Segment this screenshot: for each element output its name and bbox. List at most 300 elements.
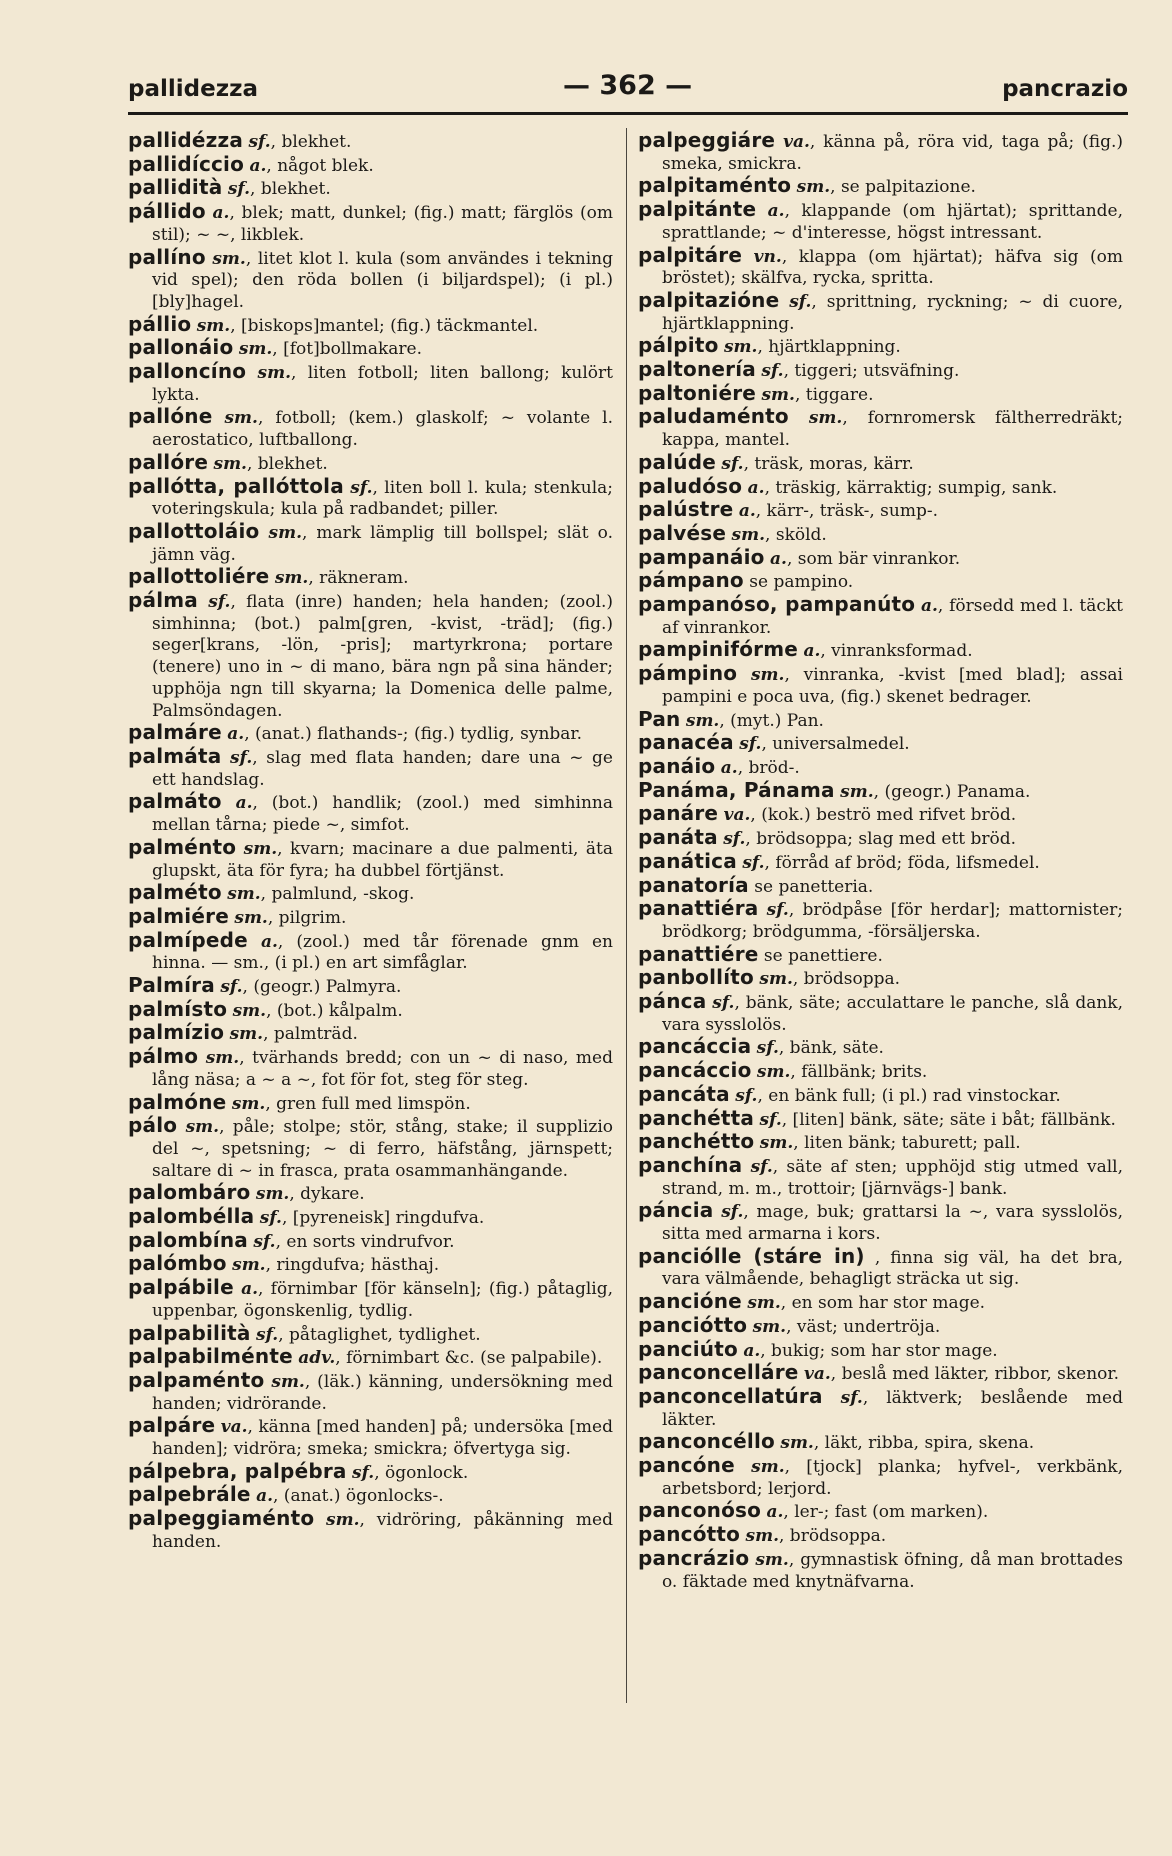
headword: pámpano [638,568,744,593]
dictionary-entry [128,361,613,406]
headword: palpitazióne [638,287,780,312]
dictionary-entry [638,499,1123,523]
headword: panattiéra [638,896,759,921]
dictionary-entry [128,1320,613,1347]
definition: , räkneram. [308,568,409,589]
grammar-label: sm. [185,1117,220,1138]
dictionary-entry [128,130,613,154]
headword: panconcellatúra [638,1383,823,1408]
definition: , liten bänk; taburett; pall. [793,1133,1021,1154]
dictionary-entry [638,1291,1123,1315]
headword: pálmo [128,1044,199,1069]
definition: , liten fotboll; liten ballong; kulört lykta. [152,363,613,405]
definition: , brödpåse [för herdar]; mattornister; brödkorg; brödgumma, -försäljerska. [662,900,1124,942]
dictionary-entry [638,827,1123,851]
definition: , tiggare. [794,384,874,405]
grammar-label: a. [738,501,756,522]
grammar-label: sm. [745,1526,779,1547]
grammar-label: sm. [232,1000,267,1021]
headword: pallidíccio [128,151,245,176]
headword: páncia [638,1198,714,1223]
grammar-label: sf. [350,477,373,498]
header-last-word: pancrazio [1002,76,1128,102]
dictionary-entry [128,518,613,566]
dictionary-entry [638,594,1123,639]
definition: , bänk, säte; acculattare le panche, slå dank, vara sysslolös. [662,993,1124,1035]
dictionary-entry [128,201,613,246]
headword: panciótto [638,1312,748,1337]
definition: , läkt, ribba, spira, skena. [813,1433,1035,1454]
headword: panconcéllo [638,1429,775,1454]
definition: , påle; stolpe; stör, stång, stake; il supplizio del ~, spetsning; ~ di ferro, häfstång, järnspett; saltare di ~ in frasca, prata osammanhängande. [152,1117,613,1181]
headword: panbollíto [638,965,754,990]
headword: pancióne [638,1289,742,1314]
grammar-label: a. [235,793,253,814]
grammar-label: sm. [212,248,246,269]
grammar-label: a. [803,641,821,662]
page-number: — 362 — [563,70,693,101]
dictionary-entry [128,1277,613,1322]
definition: , blekhet. [250,179,331,200]
definition: , känna [med handen] på; undersöka [med handen]; vidröra; smeka; smickra; öfvertyga sig. [152,1417,613,1460]
definition: , kärr-, träsk-, sump-. [755,501,938,522]
definition: , gren full med limspön. [265,1093,471,1114]
dictionary-entry [128,882,613,906]
grammar-label: sm. [750,665,785,686]
headword: panchétta [638,1105,755,1130]
dictionary-entry [128,1458,613,1485]
definition: , klappande (om hjärtat); sprittande, sprattlande; ~ d'interesse, högst intressant. [662,201,1124,243]
headword: panáio [638,753,716,778]
headword: panacéa [638,730,734,755]
grammar-label: sf. [256,1324,279,1345]
dictionary-entry [638,803,1123,827]
grammar-label: sf. [739,734,762,755]
definition: , kvarn; macinare a due palmenti, äta glupskt, äta för fyra; ha dubbel förtjänst. [152,838,613,881]
dictionary-entry [128,177,613,201]
grammar-label: sm. [796,177,831,198]
grammar-label: sm. [780,1433,814,1454]
grammar-label: sm. [255,1184,290,1205]
headword: palloncíno [128,359,247,384]
grammar-label: sm. [257,363,291,384]
headword: panconcelláre [638,1360,799,1385]
dictionary-entry [638,753,1123,780]
definition: , vinranka, -kvist [med blad]; assai pampini e poca uva, (fig.) skenet bedrager. [662,665,1123,707]
grammar-label: sf. [840,1387,863,1408]
grammar-label: sf. [721,1202,744,1223]
dictionary-entry [128,1022,613,1046]
grammar-label: a. [920,596,938,617]
headword: palménto [128,834,237,859]
definition: , träskig, kärraktig; sumpig, sank. [764,477,1058,498]
headword: pánca [638,989,707,1014]
grammar-label: sm. [761,384,795,405]
definition: , brödsoppa. [792,969,901,990]
grammar-label: a. [212,203,230,224]
definition: , blekhet. [246,453,328,474]
grammar-label: a. [260,931,278,952]
headword: palméto [128,880,222,905]
definition: se panettiere. [763,945,883,966]
grammar-label: sm. [685,710,720,731]
dictionary-entry [128,927,613,975]
definition: se panetteria. [754,876,874,897]
headword: pampanáio [638,544,765,569]
definition: , klappa (om hjärtat); häfva sig (om bröstet); skälfva, rycka, spritta. [662,246,1124,289]
definition: , förnimbar [för känseln]; (fig.) påtaglig, uppenbar, ögonskenlig, tydlig. [152,1279,614,1321]
headword: Palmíra [128,973,215,998]
definition: , vidröring, påkänning med handen. [152,1510,613,1552]
definition: , (anat.) flathands-; (fig.) tydlig, synbar. [244,724,583,745]
dictionary-entry [638,1524,1123,1548]
definition: , se palpitazione. [830,177,976,198]
definition: , (myt.) Pan. [719,710,824,731]
dictionary-entry [638,1455,1123,1500]
headword: palpitáre [638,242,743,267]
grammar-label: sm. [274,568,309,589]
dictionary-entry [128,1115,613,1182]
headword: pampinifórme [638,637,799,662]
dictionary-entry [638,848,1123,875]
headword: pallidità [128,175,223,200]
definition: , ringdufva; hästhaj. [265,1255,440,1276]
definition: , (läk.) känning, undersökning med handen; vidrörande. [152,1371,614,1414]
headword: palmísto [128,996,228,1021]
header-rule [128,112,1128,115]
dictionary-entry [128,1227,613,1254]
definition: , fällbänk; brits. [790,1062,928,1083]
dictionary-entry [128,1206,613,1230]
definition: , träsk, moras, kärr. [743,453,914,474]
headword: pálma [128,588,199,613]
headword: palpaménto [128,1367,265,1392]
grammar-label: a. [767,201,785,222]
headword: palústre [638,497,734,522]
dictionary-entry [638,1243,1123,1291]
dictionary-entry [638,1312,1123,1339]
dictionary-entry [128,590,613,722]
definition: , sköld. [765,524,827,545]
grammar-label: va. [783,132,810,152]
definition: , tiggeri; utsväfning. [783,361,960,382]
definition: , bänk, säte. [778,1038,884,1059]
definition: , dykare. [289,1184,365,1205]
dictionary-entry [638,380,1123,407]
dictionary-entry [638,1362,1123,1386]
dictionary-entry [128,834,613,882]
dictionary-entry [638,449,1123,476]
grammar-label: sf. [208,592,231,613]
definition: , pilgrim. [267,907,347,928]
grammar-label: sf. [766,900,789,921]
headword: panchétto [638,1129,755,1154]
definition: , (zool.) med tår förenade gnm en hinna. — sm., (i pl.) en art simfåglar. [152,931,613,974]
definition: , palmträd. [263,1024,358,1045]
grammar-label: sm. [231,1093,266,1114]
dictionary-entry [128,903,613,930]
definition: , väst; undertröja. [786,1316,941,1337]
dictionary-entry [638,1152,1123,1200]
dictionary-entry [128,791,613,836]
definition: , (geogr.) Panama. [873,781,1031,802]
definition: , (bot.) handlik; (zool.) med simhinna mellan tårna; piede ~, simfot. [152,793,614,836]
grammar-label: sf. [789,291,812,312]
definition: , fornromersk fältherredräkt; kappa, mantel. [662,408,1124,451]
grammar-label: a. [766,1502,784,1523]
definition: , liten boll l. kula; stenkula; voteringskula; kula på radbandet; piller. [152,477,614,520]
headword: pállido [128,199,206,224]
headword: pancáccia [638,1034,752,1059]
dictionary-entry [128,449,613,476]
grammar-label: sm. [271,1371,305,1392]
dictionary-entry [128,975,613,999]
grammar-label: sf. [723,829,746,850]
dictionary-entry [638,175,1123,199]
grammar-label: a. [249,155,267,176]
headword: pálpito [638,333,719,358]
grammar-label: sm. [326,1510,360,1531]
dictionary-entry [638,1081,1123,1108]
dictionary-entry [128,1415,613,1460]
headword: palmípede [128,927,248,952]
dictionary-entry [128,1089,613,1116]
grammar-label: va. [220,1417,248,1438]
definition: , (bot.) kålpalm. [266,1000,403,1021]
headword: panchína [638,1152,743,1177]
grammar-label: sm. [224,408,258,429]
left-column [128,130,613,1554]
headword: palmiére [128,903,229,928]
definition: , mark lämplig till bollspel; slät o. jämn väg. [152,522,613,565]
headword: paltoniére [638,380,757,405]
headword: panciólle (stáre in) [638,1243,865,1268]
headword: Pan [638,706,681,731]
dictionary-entry [128,337,613,361]
definition: , en som har stor mage. [780,1293,986,1314]
definition: , blek; matt, dunkel; (fig.) matt; färglös (om stil); ~ ~, likblek. [152,203,614,245]
grammar-label: a. [720,757,738,778]
headword: paludaménto [638,404,789,429]
grammar-label: sm. [723,337,758,358]
definition: , säte af sten; upphöjd stig utmed vall, strand, m. m., trottoir; [järnvägs-] bank. [662,1156,1123,1199]
definition: , slag med flata handen; dare una ~ ge ett handslag. [152,747,613,790]
dictionary-entry [638,1431,1123,1455]
grammar-label: sf. [352,1462,375,1483]
headword: palpitaménto [638,173,792,198]
dictionary-entry [638,130,1123,175]
dictionary-entry [638,706,1123,733]
definition: , förråd af bröd; föda, lifsmedel. [764,852,1040,873]
headword: panáta [638,825,718,850]
grammar-label: sm. [196,315,231,336]
grammar-label: a. [743,1340,761,1361]
dictionary-entry [638,1060,1123,1084]
headword: pallidézza [128,128,244,152]
headword: palpabilménte [128,1344,293,1369]
dictionary-entry [638,242,1124,290]
headword: pancrázio [638,1545,750,1570]
grammar-label: sm. [759,969,793,990]
grammar-label: a. [747,477,765,498]
grammar-label: sm. [751,1457,785,1478]
dictionary-entry [128,996,613,1023]
definition: , mage, buk; grattarsi la ~, vara sysslolös, sitta med armarna i kors. [662,1202,1123,1245]
grammar-label: sm. [213,453,247,474]
dictionary-entry [638,991,1123,1036]
headword: pallóne [128,404,213,429]
header-first-word: pallidezza [128,76,258,102]
dictionary-entry [638,732,1123,756]
definition: , känna på, röra vid, taga på; (fig.) smeka, smickra. [662,132,1123,174]
grammar-label: sm. [243,838,278,859]
definition: , [biskops]mantel; (fig.) täckmantel. [230,315,539,336]
headword: palpeggiaménto [128,1506,315,1531]
definition: se pampino. [749,572,854,593]
headword: palpáre [128,1413,216,1438]
definition: , hjärtklappning. [757,337,901,358]
headword: palpeggiáre [638,128,776,152]
headword: palmáto [128,789,222,814]
grammar-label: sm. [238,339,273,360]
headword: palmáre [128,720,222,745]
dictionary-entry [128,1484,613,1508]
definition: , [pyreneisk] ringdufva. [281,1208,485,1229]
grammar-label: sf. [742,852,765,873]
dictionary-entry [638,663,1123,708]
grammar-label: sf. [230,747,253,768]
grammar-label: a. [241,1279,259,1300]
dictionary-entry [638,967,1123,991]
headword: pallottoliére [128,564,270,589]
dictionary-entry [128,406,613,451]
dictionary-entry [128,1367,614,1415]
headword: palombína [128,1227,248,1252]
definition: , tvärhands bredd; con un ~ di naso, med lång näsa; a ~ a ~, fot för fot, steg för steg. [152,1048,613,1090]
grammar-label: sm. [227,884,261,905]
right-column [638,130,1123,1593]
grammar-label: sm. [752,1316,787,1337]
headword: palmáta [128,743,222,768]
grammar-label: sf. [756,1038,779,1059]
headword: palpebrále [128,1482,251,1507]
dictionary-entry [128,743,613,791]
definition: , förnimbart &c. (se palpabile). [335,1348,603,1369]
dictionary-entry [638,287,1123,335]
definition: , fotboll; (kem.) glaskolf; ~ volante l. aerostatico, luftballong. [152,408,614,451]
dictionary-entry [128,1182,613,1206]
dictionary-entry [638,1036,1123,1060]
dictionary-entry [638,335,1123,359]
headword: panática [638,848,737,873]
dictionary-entry [638,570,1123,594]
definition: , som bär vinrankor. [786,548,961,569]
definition: , (geogr.) Palmyra. [242,977,402,998]
headword: pancáccio [638,1058,752,1083]
headword: panatoría [638,872,749,897]
definition: , brödsoppa. [779,1526,887,1547]
dictionary-entry [638,473,1123,500]
grammar-label: vn. [753,246,782,267]
dictionary-entry [638,359,1123,383]
definition: , läktverk; beslående med läkter. [662,1387,1123,1430]
grammar-label: sm. [232,1255,266,1276]
headword: pálo [128,1113,178,1138]
definition: , ögonlock. [374,1462,469,1483]
grammar-label: sf. [759,1109,782,1130]
definition: , påtaglighet, tydlighet. [278,1324,481,1345]
headword: palómbo [128,1251,227,1276]
headword: palpabilità [128,1320,251,1345]
headword: palombélla [128,1204,255,1229]
headword: paludóso [638,473,743,498]
dictionary-entry [128,1253,613,1277]
grammar-label: sf. [750,1156,773,1177]
grammar-label: sf. [259,1208,282,1229]
definition: , (anat.) ögonlocks-. [273,1486,444,1507]
grammar-label: sf. [253,1231,276,1252]
definition: , bukig; som har stor mage. [760,1340,998,1361]
grammar-label: sf. [220,977,243,998]
dictionary-entry [638,1545,1124,1593]
headword: pámpino [638,661,738,686]
headword: pallottoláio [128,518,260,543]
grammar-label: a. [770,548,787,569]
headword: panconóso [638,1498,762,1523]
grammar-label: sf. [721,453,744,474]
grammar-label: sf. [712,993,735,1014]
headword: palpábile [128,1275,234,1300]
definition: , (kok.) beströ med rifvet bröd. [750,805,1017,826]
headword: palpitánte [638,197,757,222]
headword: pampanóso, pampanúto [638,592,916,617]
grammar-label: sm. [229,1024,264,1045]
headword: pállio [128,311,192,336]
dictionary-entry [128,151,613,178]
definition: , beslå med läkter, ribbor, skenor. [830,1364,1120,1385]
dictionary-entry [638,872,1123,899]
dictionary-entry [638,1383,1123,1431]
headword: pallíno [128,244,206,269]
definition: , blekhet. [270,132,352,152]
headword: pancóne [638,1453,735,1478]
dictionary-entry [638,406,1123,451]
dictionary-entry [638,639,1123,663]
grammar-label: sm. [755,1549,789,1570]
definition: , en sorts vindrufvor. [275,1231,455,1252]
dictionary-entry [638,1200,1123,1245]
definition: , sprittning, ryckning; ~ di cuore, hjärtklappning. [662,291,1123,334]
grammar-label: sm. [759,1133,794,1154]
headword: palmóne [128,1089,227,1114]
headword: pancáta [638,1081,730,1106]
definition: , försedd med l. täckt af vinrankor. [662,596,1124,638]
definition: , något blek. [266,155,374,176]
dictionary-entry [638,544,1123,571]
definition: , ler-; fast (om marken). [783,1502,989,1523]
definition: , gymnastisk öfning, då man brottades o. fäktade med knytnäfvarna. [662,1549,1124,1592]
dictionary-entry [128,566,613,590]
definition: , bröd-. [737,757,800,778]
headword: pallóre [128,449,209,474]
headword: palúde [638,449,716,474]
dictionary-entry [638,777,1123,804]
dictionary-entry [638,941,1123,968]
definition: , litet klot l. kula (som användes i tekning vid spel); den röda bollen (i biljardspel); (i pl.) [bly]hagel. [152,248,613,312]
headword: pallótta, pallóttola [128,473,344,498]
dictionary-entry [128,1346,613,1370]
grammar-label: sm. [840,781,874,802]
